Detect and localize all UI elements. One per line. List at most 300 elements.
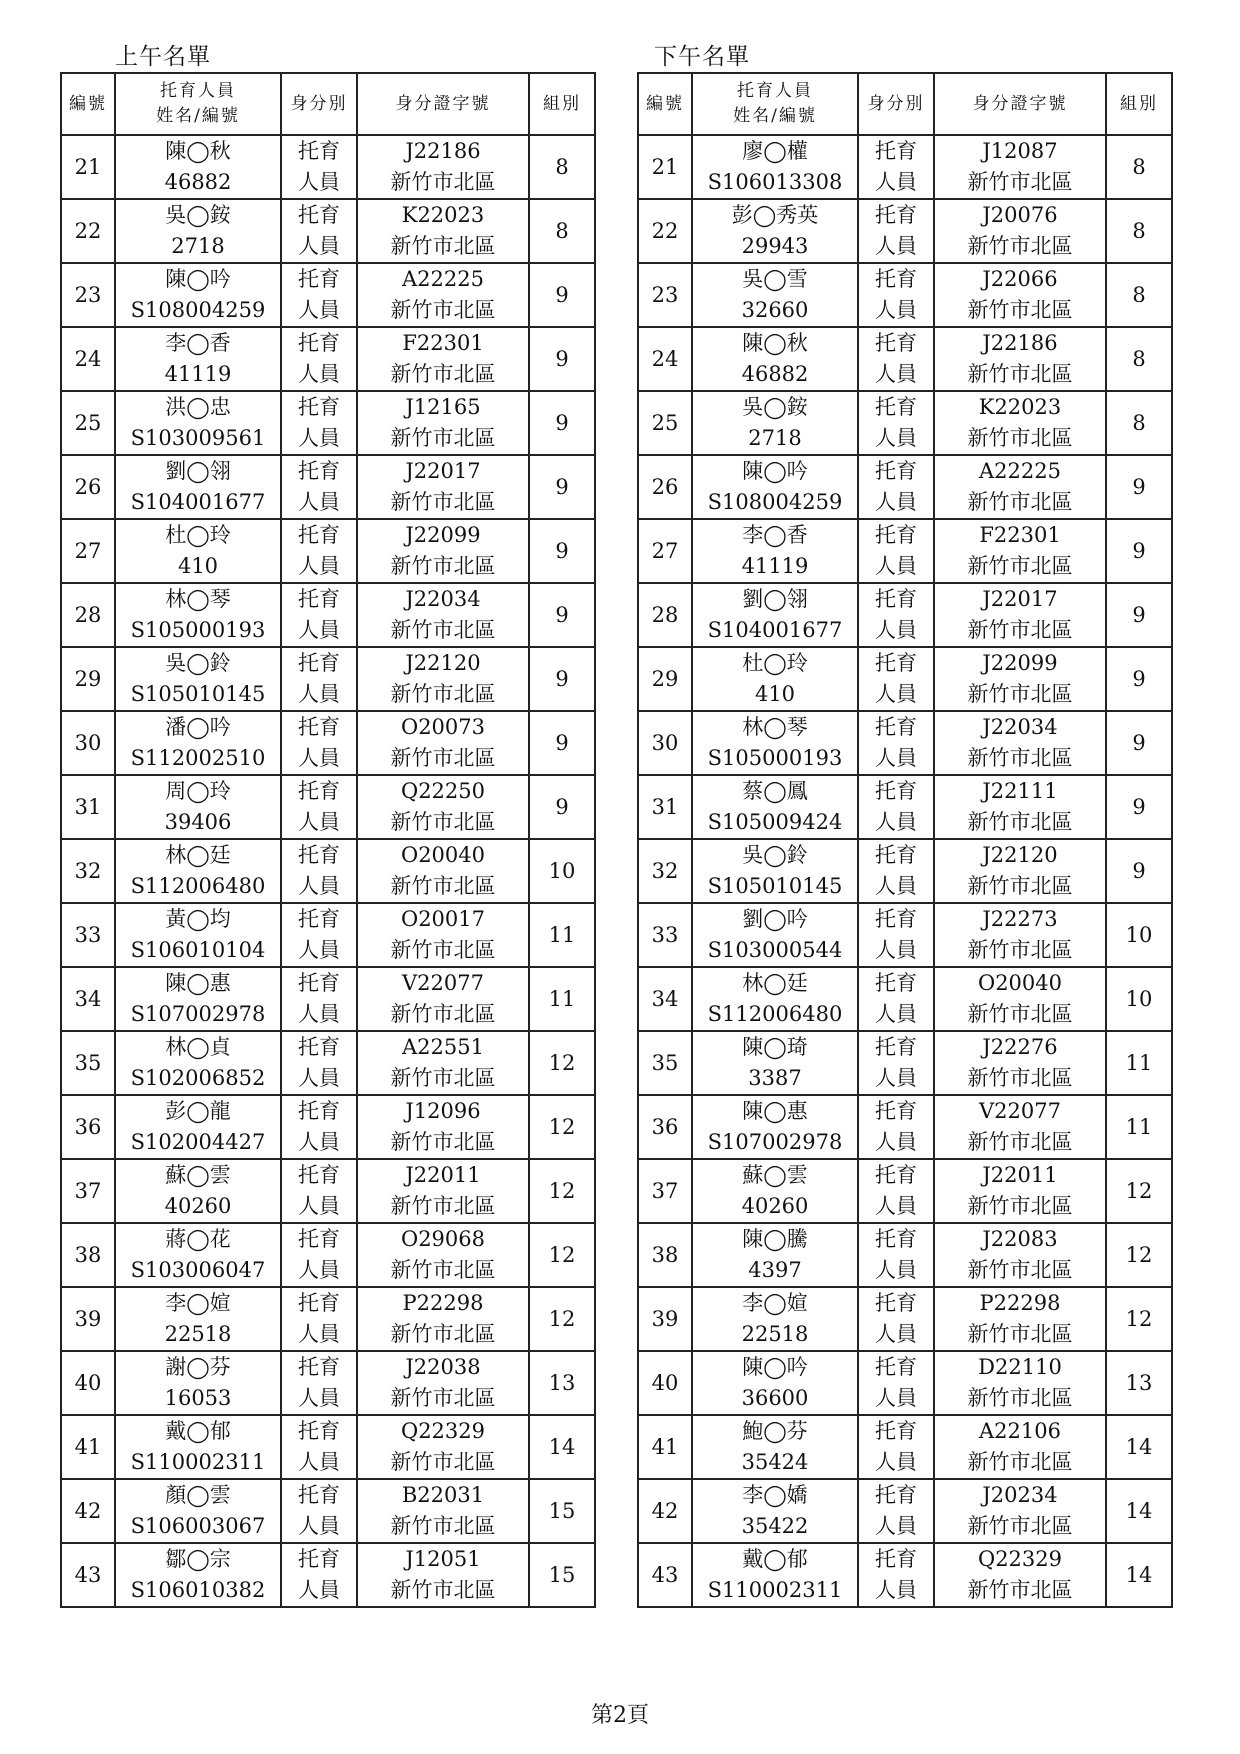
id-number: J12087: [982, 139, 1058, 163]
table-row: [61, 583, 595, 647]
cell-role: [858, 775, 934, 839]
role-line2: 人員: [875, 1002, 917, 1026]
table-row: [638, 647, 1172, 711]
cell-role: [281, 327, 357, 391]
cell-name: [115, 583, 281, 647]
cell-name: [115, 711, 281, 775]
caregiver-code: 36600: [741, 1386, 809, 1410]
cell-role: [858, 519, 934, 583]
cell-group: 8: [1106, 135, 1172, 199]
cell-no: 33: [638, 903, 692, 967]
caregiver-name: 洪◯忠: [165, 395, 231, 419]
caregiver-code: S108004259: [707, 490, 843, 514]
role-line2: 人員: [875, 234, 917, 258]
table-row: [638, 199, 1172, 263]
cell-name: [692, 455, 858, 519]
cell-group: 11: [1106, 1031, 1172, 1095]
cell-no: 35: [638, 1031, 692, 1095]
cell-role: [858, 1415, 934, 1479]
cell-name: [115, 519, 281, 583]
id-area: 新竹市北區: [967, 874, 1073, 898]
id-number: J22011: [982, 1163, 1058, 1187]
role-line2: 人員: [875, 810, 917, 834]
caregiver-name: 陳◯騰: [742, 1227, 808, 1251]
id-number: J22120: [405, 651, 481, 675]
cell-no: 30: [638, 711, 692, 775]
id-area: 新竹市北區: [967, 298, 1073, 322]
cell-id: [357, 1287, 529, 1351]
table-row: [638, 711, 1172, 775]
cell-name: [115, 327, 281, 391]
id-area: 新竹市北區: [967, 1258, 1073, 1282]
cell-group: 8: [529, 135, 595, 199]
role-line1: 托育: [298, 1163, 340, 1187]
id-area: 新竹市北區: [390, 1258, 496, 1282]
table-row: [61, 263, 595, 327]
cell-role: [281, 199, 357, 263]
cell-role: [858, 1287, 934, 1351]
id-area: 新竹市北區: [967, 1322, 1073, 1346]
caregiver-name: 彭◯龍: [165, 1099, 231, 1123]
cell-id: [934, 1543, 1106, 1607]
cell-group: 9: [1106, 839, 1172, 903]
cell-id: [357, 1031, 529, 1095]
id-area: 新竹市北區: [967, 490, 1073, 514]
cell-role: [281, 775, 357, 839]
id-area: 新竹市北區: [967, 554, 1073, 578]
role-line2: 人員: [875, 1386, 917, 1410]
role-line2: 人員: [875, 682, 917, 706]
caregiver-name: 林◯廷: [165, 843, 231, 867]
caregiver-code: S112002510: [130, 746, 266, 770]
caregiver-code: S106010104: [130, 938, 266, 962]
role-line1: 托育: [298, 1419, 340, 1443]
cell-name: [115, 391, 281, 455]
role-line2: 人員: [875, 1066, 917, 1090]
caregiver-name: 吳◯銨: [165, 203, 231, 227]
cell-no: 43: [638, 1543, 692, 1607]
cell-group: 12: [529, 1287, 595, 1351]
cell-no: 39: [638, 1287, 692, 1351]
id-area: 新竹市北區: [967, 746, 1073, 770]
cell-group: 13: [1106, 1351, 1172, 1415]
id-area: 新竹市北區: [967, 426, 1073, 450]
caregiver-name: 吳◯銨: [742, 395, 808, 419]
cell-no: 31: [61, 775, 115, 839]
cell-name: [692, 135, 858, 199]
id-number: J22276: [982, 1035, 1058, 1059]
cell-id: [357, 1543, 529, 1607]
id-number: P22298: [979, 1291, 1061, 1315]
cell-group: 9: [1106, 711, 1172, 775]
id-area: 新竹市北區: [967, 682, 1073, 706]
caregiver-name: 陳◯琦: [742, 1035, 808, 1059]
cell-group: 12: [1106, 1223, 1172, 1287]
cell-group: 11: [529, 967, 595, 1031]
id-number: V22077: [979, 1099, 1061, 1123]
cell-role: [281, 263, 357, 327]
caregiver-code: S112006480: [130, 874, 266, 898]
caregiver-code: 39406: [164, 810, 232, 834]
cell-name: [115, 135, 281, 199]
caregiver-name: 戴◯郁: [165, 1419, 231, 1443]
role-line1: 托育: [875, 587, 917, 611]
caregiver-name: 陳◯吟: [165, 267, 231, 291]
id-number: D22110: [978, 1355, 1062, 1379]
cell-no: 27: [638, 519, 692, 583]
caregiver-name: 杜◯玲: [742, 651, 808, 675]
cell-no: 31: [638, 775, 692, 839]
cell-name: [115, 455, 281, 519]
cell-name: [692, 519, 858, 583]
header-group: 組別: [529, 73, 595, 135]
table-row: [638, 1415, 1172, 1479]
cell-no: 30: [61, 711, 115, 775]
cell-role: [281, 1543, 357, 1607]
table-row: [638, 135, 1172, 199]
afternoon-roster-table: [637, 72, 1173, 1608]
caregiver-code: 40260: [164, 1194, 232, 1218]
cell-group: 12: [529, 1031, 595, 1095]
role-line2: 人員: [298, 490, 340, 514]
cell-group: 9: [529, 711, 595, 775]
cell-group: 9: [529, 391, 595, 455]
cell-name: [115, 903, 281, 967]
table-row: [61, 1223, 595, 1287]
table-row: [61, 1543, 595, 1607]
caregiver-name: 李◯嬌: [742, 1483, 808, 1507]
id-area: 新竹市北區: [390, 1386, 496, 1410]
cell-group: 12: [529, 1223, 595, 1287]
id-area: 新竹市北區: [390, 1066, 496, 1090]
id-area: 新竹市北區: [390, 618, 496, 642]
table-row: [61, 1095, 595, 1159]
role-line1: 托育: [875, 1099, 917, 1123]
role-line1: 托育: [875, 971, 917, 995]
id-number: F22301: [402, 331, 484, 355]
role-line1: 托育: [875, 523, 917, 547]
cell-no: 22: [638, 199, 692, 263]
id-number: A22106: [979, 1419, 1061, 1443]
caregiver-name: 蘇◯雲: [165, 1163, 231, 1187]
caregiver-name: 林◯廷: [742, 971, 808, 995]
id-number: J22011: [405, 1163, 481, 1187]
id-number: J22017: [982, 587, 1058, 611]
table-row: [638, 1159, 1172, 1223]
table-row: [61, 135, 595, 199]
cell-name: [692, 967, 858, 1031]
cell-no: 42: [61, 1479, 115, 1543]
role-line1: 托育: [298, 1547, 340, 1571]
cell-no: 24: [61, 327, 115, 391]
role-line1: 托育: [298, 1483, 340, 1507]
role-line1: 托育: [298, 203, 340, 227]
cell-id: [357, 1415, 529, 1479]
header-role: 身分別: [281, 73, 357, 135]
id-number: O20017: [400, 907, 486, 931]
cell-group: 14: [529, 1415, 595, 1479]
role-line2: 人員: [875, 1194, 917, 1218]
cell-no: 32: [61, 839, 115, 903]
cell-role: [281, 583, 357, 647]
table-header: [638, 73, 1172, 135]
header-no: 編號: [61, 73, 115, 135]
id-number: P22298: [402, 1291, 484, 1315]
cell-role: [281, 1031, 357, 1095]
role-line1: 托育: [298, 1355, 340, 1379]
id-number: K22023: [401, 203, 485, 227]
id-number: F22301: [979, 523, 1061, 547]
cell-no: 36: [638, 1095, 692, 1159]
caregiver-code: S105010145: [707, 874, 843, 898]
table-row: [61, 455, 595, 519]
caregiver-code: 410: [177, 554, 219, 578]
cell-name: [692, 391, 858, 455]
role-line2: 人員: [875, 1322, 917, 1346]
table-row: [61, 1479, 595, 1543]
cell-no: 28: [61, 583, 115, 647]
cell-no: 32: [638, 839, 692, 903]
role-line2: 人員: [875, 362, 917, 386]
header-row: [638, 73, 1172, 135]
cell-id: [357, 775, 529, 839]
caregiver-code: 41119: [741, 554, 809, 578]
table-row: [61, 775, 595, 839]
role-line2: 人員: [298, 1130, 340, 1154]
table-row: [638, 903, 1172, 967]
cell-name: [692, 263, 858, 327]
cell-group: 9: [1106, 583, 1172, 647]
cell-no: 25: [638, 391, 692, 455]
cell-no: 39: [61, 1287, 115, 1351]
role-line2: 人員: [875, 618, 917, 642]
role-line2: 人員: [298, 1258, 340, 1282]
cell-no: 25: [61, 391, 115, 455]
role-line2: 人員: [875, 298, 917, 322]
role-line1: 托育: [298, 1291, 340, 1315]
cell-name: [115, 1543, 281, 1607]
id-area: 新竹市北區: [967, 1578, 1073, 1602]
cell-no: 33: [61, 903, 115, 967]
id-number: A22551: [402, 1035, 484, 1059]
cell-name: [692, 647, 858, 711]
role-line2: 人員: [875, 1258, 917, 1282]
cell-group: 8: [1106, 199, 1172, 263]
cell-id: [934, 135, 1106, 199]
id-area: 新竹市北區: [390, 1194, 496, 1218]
caregiver-code: 40260: [741, 1194, 809, 1218]
role-line2: 人員: [298, 810, 340, 834]
cell-id: [934, 263, 1106, 327]
cell-no: 23: [61, 263, 115, 327]
header-role: 身分別: [858, 73, 934, 135]
id-number: J22038: [405, 1355, 481, 1379]
cell-id: [934, 1223, 1106, 1287]
id-number: Q22329: [977, 1547, 1063, 1571]
table-row: [61, 519, 595, 583]
role-line2: 人員: [298, 874, 340, 898]
table-row: [638, 1095, 1172, 1159]
cell-id: [357, 839, 529, 903]
caregiver-name: 顏◯雲: [165, 1483, 231, 1507]
table-row: [638, 455, 1172, 519]
caregiver-name: 劉◯吟: [742, 907, 808, 931]
id-area: 新竹市北區: [967, 170, 1073, 194]
table-row: [638, 775, 1172, 839]
table-row: [61, 711, 595, 775]
role-line1: 托育: [298, 587, 340, 611]
caregiver-code: S104001677: [130, 490, 266, 514]
cell-id: [357, 455, 529, 519]
cell-id: [934, 839, 1106, 903]
role-line2: 人員: [875, 746, 917, 770]
cell-group: 10: [1106, 903, 1172, 967]
header-name: [115, 73, 281, 135]
role-line1: 托育: [875, 843, 917, 867]
cell-no: 27: [61, 519, 115, 583]
cell-group: 12: [529, 1159, 595, 1223]
caregiver-name: 陳◯惠: [165, 971, 231, 995]
cell-id: [357, 1479, 529, 1543]
role-line2: 人員: [875, 1578, 917, 1602]
table-row: [638, 1543, 1172, 1607]
cell-role: [281, 391, 357, 455]
id-area: 新竹市北區: [967, 234, 1073, 258]
caregiver-code: S110002311: [130, 1450, 266, 1474]
id-area: 新竹市北區: [390, 298, 496, 322]
id-number: J12096: [405, 1099, 481, 1123]
table-row: [61, 199, 595, 263]
cell-group: 8: [1106, 263, 1172, 327]
caregiver-code: S105000193: [130, 618, 266, 642]
cell-group: 15: [529, 1543, 595, 1607]
caregiver-code: S102006852: [130, 1066, 266, 1090]
id-area: 新竹市北區: [390, 170, 496, 194]
cell-group: 9: [529, 455, 595, 519]
role-line1: 托育: [875, 1035, 917, 1059]
role-line1: 托育: [875, 1355, 917, 1379]
table-row: [638, 583, 1172, 647]
id-number: J22034: [405, 587, 481, 611]
cell-role: [858, 1159, 934, 1223]
id-area: 新竹市北區: [967, 1130, 1073, 1154]
id-area: 新竹市北區: [967, 1066, 1073, 1090]
id-number: Q22250: [400, 779, 486, 803]
id-number: J20234: [982, 1483, 1058, 1507]
cell-role: [858, 1095, 934, 1159]
cell-role: [858, 135, 934, 199]
cell-id: [357, 263, 529, 327]
id-number: O20040: [977, 971, 1063, 995]
role-line2: 人員: [875, 170, 917, 194]
role-line1: 托育: [875, 267, 917, 291]
table-row: [61, 327, 595, 391]
caregiver-name: 謝◯芬: [165, 1355, 231, 1379]
caregiver-name: 陳◯惠: [742, 1099, 808, 1123]
cell-id: [357, 1159, 529, 1223]
cell-role: [281, 967, 357, 1031]
caregiver-name: 林◯琴: [165, 587, 231, 611]
role-line1: 托育: [875, 459, 917, 483]
cell-id: [934, 711, 1106, 775]
role-line1: 托育: [298, 779, 340, 803]
cell-group: 14: [1106, 1415, 1172, 1479]
table-row: [638, 1287, 1172, 1351]
id-area: 新竹市北區: [390, 1578, 496, 1602]
cell-role: [281, 1159, 357, 1223]
table-row: [61, 903, 595, 967]
cell-no: 36: [61, 1095, 115, 1159]
cell-role: [281, 1415, 357, 1479]
cell-no: 34: [61, 967, 115, 1031]
cell-id: [934, 1031, 1106, 1095]
cell-name: [692, 903, 858, 967]
id-number: J22066: [982, 267, 1058, 291]
role-line2: 人員: [875, 1514, 917, 1538]
caregiver-name: 鄒◯宗: [165, 1547, 231, 1571]
id-area: 新竹市北區: [390, 1514, 496, 1538]
caregiver-name: 鮑◯芬: [742, 1419, 808, 1443]
role-line2: 人員: [298, 682, 340, 706]
caregiver-code: 46882: [741, 362, 809, 386]
id-area: 新竹市北區: [390, 490, 496, 514]
id-area: 新竹市北區: [967, 1194, 1073, 1218]
cell-group: 8: [1106, 391, 1172, 455]
role-line1: 托育: [875, 1291, 917, 1315]
id-number: J22099: [982, 651, 1058, 675]
role-line1: 托育: [298, 1227, 340, 1251]
caregiver-code: S105000193: [707, 746, 843, 770]
cell-name: [692, 1031, 858, 1095]
cell-name: [692, 1095, 858, 1159]
caregiver-code: 16053: [164, 1386, 232, 1410]
cell-id: [934, 327, 1106, 391]
cell-group: 14: [1106, 1479, 1172, 1543]
role-line1: 托育: [875, 1419, 917, 1443]
role-line2: 人員: [298, 1322, 340, 1346]
id-area: 新竹市北區: [967, 1450, 1073, 1474]
cell-id: [934, 1479, 1106, 1543]
caregiver-name: 蘇◯雲: [742, 1163, 808, 1187]
caregiver-name: 彭◯秀英: [731, 203, 819, 227]
caregiver-code: S103009561: [130, 426, 266, 450]
id-number: J22186: [405, 139, 481, 163]
cell-id: [357, 583, 529, 647]
table-row: [638, 263, 1172, 327]
role-line1: 托育: [298, 907, 340, 931]
caregiver-code: 35422: [741, 1514, 809, 1538]
role-line1: 托育: [875, 331, 917, 355]
id-area: 新竹市北區: [390, 682, 496, 706]
caregiver-code: S107002978: [130, 1002, 266, 1026]
cell-id: [934, 775, 1106, 839]
caregiver-name: 李◯媗: [742, 1291, 808, 1315]
role-line2: 人員: [875, 554, 917, 578]
cell-role: [858, 455, 934, 519]
id-number: A22225: [402, 267, 484, 291]
caregiver-code: 29943: [741, 234, 809, 258]
caregiver-name: 杜◯玲: [165, 523, 231, 547]
cell-group: 11: [529, 903, 595, 967]
role-line2: 人員: [298, 1002, 340, 1026]
cell-id: [934, 1351, 1106, 1415]
caregiver-code: 22518: [164, 1322, 232, 1346]
role-line1: 托育: [298, 267, 340, 291]
caregiver-code: S106013308: [707, 170, 843, 194]
id-area: 新竹市北區: [390, 874, 496, 898]
cell-group: 9: [1106, 455, 1172, 519]
cell-no: 29: [638, 647, 692, 711]
